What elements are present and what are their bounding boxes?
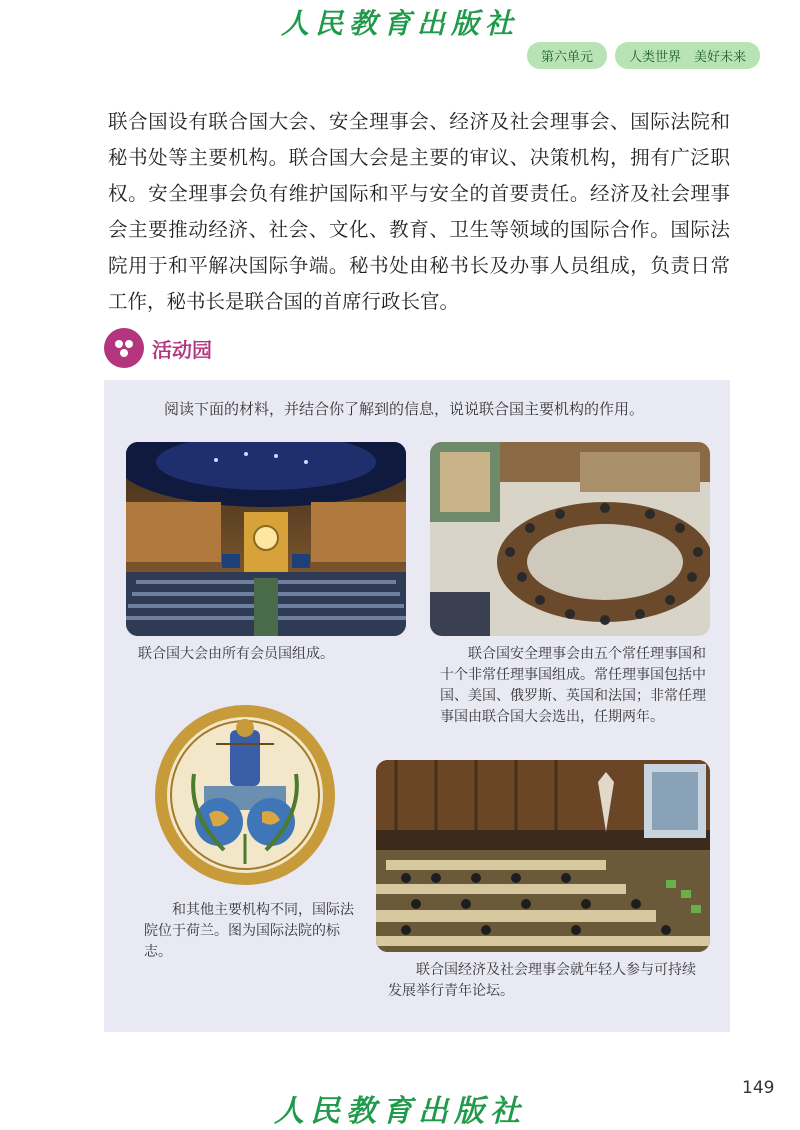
publisher-logo-top: 人民教育出版社 xyxy=(280,7,519,40)
unit-tab: 第六单元 xyxy=(527,42,607,69)
general-assembly-photo xyxy=(126,442,406,636)
hands-icon xyxy=(104,328,144,368)
publisher-logo-bottom: 人民教育出版社 xyxy=(274,1094,526,1129)
main-paragraph: 联合国设有联合国大会、安全理事会、经济及社会理事会、国际法院和秘书处等主要机构。联合国大会是主要的审议、决策机构，拥有广泛职权。安全理事会负有维护国际和平与安全的首要责任。经济及社会理事会主要推动经济、社会、文化、教育、卫生等领域的国际合作。国际法院用于和平解决国际争端。秘书处由秘书长及办事人员组成，负责日常工作，秘书长是联合国的首席行政长官。 xyxy=(108,110,730,313)
activity-title: 活动园 xyxy=(152,337,212,362)
page-number: 149 xyxy=(742,1078,775,1098)
security-council-caption: 联合国安全理事会由五个常任理事国和十个非常任理事国组成。常任理事国包括中国、美国、俄罗斯、英国和法国；非常任理事国由联合国大会选出，任期两年。 xyxy=(440,646,706,725)
icj-emblem xyxy=(154,704,336,886)
theme-tab: 人类世界 美好未来 xyxy=(615,42,760,69)
ecosoc-caption: 联合国经济及社会理事会就年轻人参与可持续发展举行青年论坛。 xyxy=(388,962,696,999)
general-assembly-caption: 联合国大会由所有会员国组成。 xyxy=(138,646,334,662)
security-council-photo xyxy=(430,442,710,636)
activity-heading xyxy=(104,328,212,368)
activity-box xyxy=(104,380,730,1032)
icj-caption: 和其他主要机构不同，国际法院位于荷兰。图为国际法院的标志。 xyxy=(144,902,354,960)
activity-intro: 阅读下面的材料，并结合你了解到的信息，说说联合国主要机构的作用。 xyxy=(164,400,645,418)
unit-header xyxy=(527,42,760,69)
ecosoc-photo xyxy=(376,760,710,952)
